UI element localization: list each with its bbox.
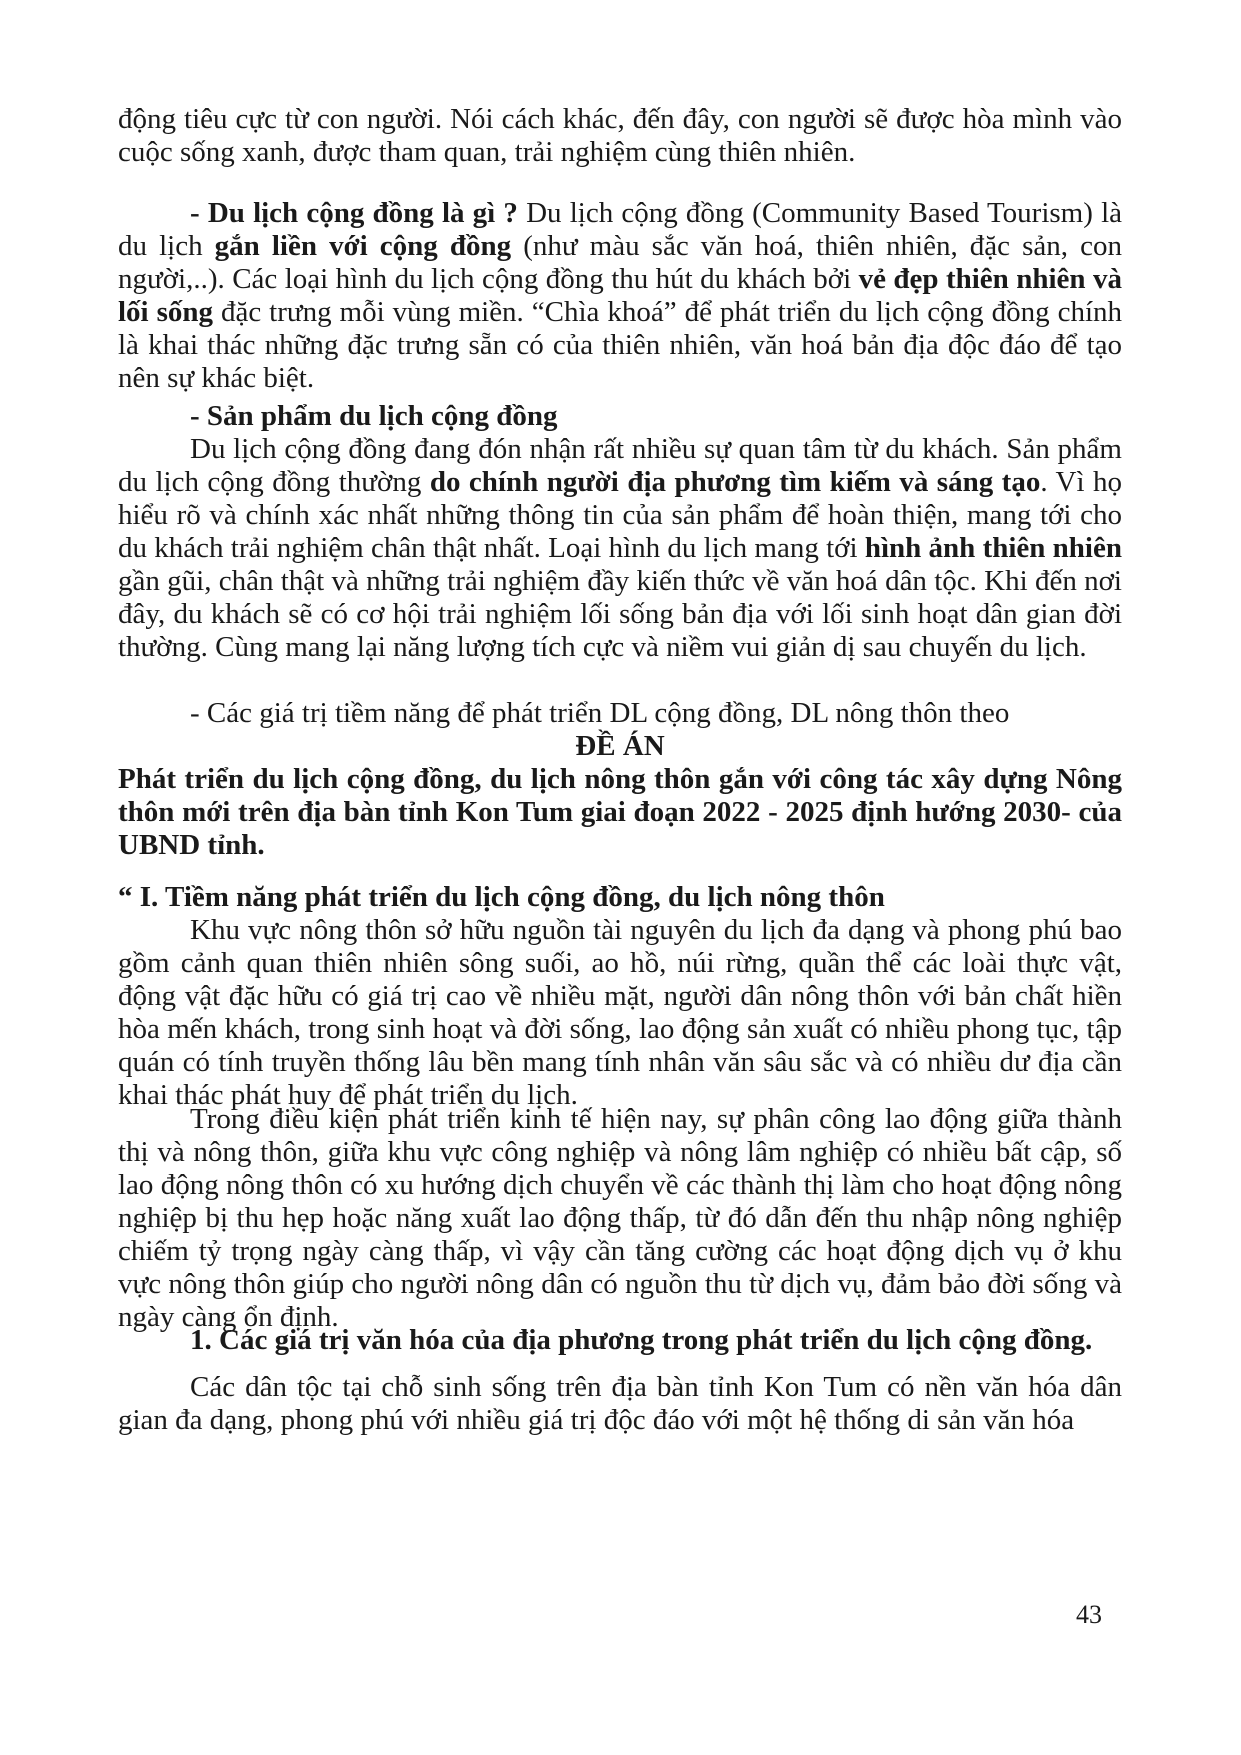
subsection-1 [118, 1324, 1122, 1357]
community-tourism-text-1: Du lịch cộng đồng (Community Based Tourism) là du lịch [118, 197, 1122, 262]
products-heading: - Sản phẩm du lịch cộng đồng [190, 400, 558, 432]
subsection-1-paragraph: Các dân tộc tại chỗ sinh sống trên địa bàn tỉnh Kon Tum có nền văn hóa dân gian đa dạng, phong phú với nhiều giá trị độc đáo với một hệ thống di sản văn hóa [118, 1371, 1122, 1436]
project-section [118, 697, 1122, 862]
products-text-1: Du lịch cộng đồng đang đón nhận rất nhiều sự quan tâm từ du khách. Sản phẩm du lịch cộng đồng thường [118, 433, 1122, 498]
section-1-paragraph-1: Khu vực nông thôn sở hữu nguồn tài nguyên du lịch đa dạng và phong phú bao gồm cảnh quan thiên nhiên sông suối, ao hồ, núi rừng, quần thể các loài thực vật, động vật đặc hữu có giá trị cao về nhiều mặt, người dân nông thôn với bản chất hiền hòa mến khách, trong sinh hoạt và đời sống, lao động sản xuất có nhiều phong tục, tập quán có tính truyền thống lâu bền mang tính nhân văn sâu sắc và có nhiều dư địa cần khai thác phát huy để phát triển du lịch. [118, 914, 1122, 1111]
products-text-3: gần gũi, chân thật và những trải nghiệm đầy kiến thức về văn hoá dân tộc. Khi đến nơi đây, du khách sẽ có cơ hội trải nghiệm lối sống bản địa với lối sinh hoạt dân gian đời thường. Cùng mang lại năng lượng tích cực và niềm vui giản dị sau chuyến du lịch. [118, 565, 1122, 663]
community-tourism-bold-2: vẻ đẹp thiên nhiên và lối sống [118, 263, 1122, 328]
project-subtitle: Phát triển du lịch cộng đồng, du lịch nông thôn gắn với công tác xây dựng Nông thôn mới trên địa bàn tỉnh Kon Tum giai đoạn 2022 - 2025 định hướng 2030- của UBND tỉnh. [118, 763, 1122, 861]
subsection-1-heading: 1. Các giá trị văn hóa của địa phương trong phát triển du lịch cộng đồng. [190, 1324, 1093, 1356]
section-1 [118, 881, 1122, 1112]
community-tourism-text-3: đặc trưng mỗi vùng miền. “Chìa khoá” để phát triển du lịch cộng đồng chính là khai thác những đặc trưng sẵn có của thiên nhiên, văn hoá bản địa độc đáo để tạo nên sự khác biệt. [118, 296, 1122, 394]
intro-paragraph [118, 103, 1122, 169]
products-section [118, 400, 1122, 664]
subsection-1-paragraph-block [118, 1371, 1122, 1437]
community-tourism-text-2: (như màu sắc văn hoá, thiên nhiên, đặc sản, con người,..). Các loại hình du lịch cộng đồng thu hút du khách bởi [118, 230, 1122, 295]
community-tourism-paragraph [118, 197, 1122, 395]
intro-line-1: động tiêu cực từ con người. Nói cách khác, đến đây, con người sẽ được hòa mình vào [118, 103, 1122, 135]
values-intro: - Các giá trị tiềm năng để phát triển DL cộng đồng, DL nông thôn theo [190, 697, 1010, 729]
project-title: ĐỀ ÁN [575, 730, 665, 762]
section-1-paragraph-2: Trong điều kiện phát triển kinh tế hiện nay, sự phân công lao động giữa thành thị và nông thôn, giữa khu vực công nghiệp và nông lâm nghiệp có nhiều bất cập, số lao động nông thôn có xu hướng dịch chuyển về các thành thị làm cho hoạt động nông nghiệp bị thu hẹp hoặc năng xuất lao động thấp, từ đó dẫn đến thu nhập nông nghiệp chiếm tỷ trọng ngày càng thấp, vì vậy cần tăng cường các hoạt động dịch vụ ở khu vực nông thôn giúp cho người nông dân có nguồn thu từ dịch vụ, đảm bảo đời sống và ngày càng ổn định. [118, 1103, 1122, 1333]
section-1-heading: “ I. Tiềm năng phát triển du lịch cộng đồng, du lịch nông thôn [118, 881, 885, 913]
products-text-2: . Vì họ hiểu rõ và chính xác nhất những thông tin của sản phẩm để hoàn thiện, mang tới cho du khách trải nghiệm chân thật nhất. Loại hình du lịch mang tới [118, 466, 1123, 564]
products-bold-1: do chính người địa phương tìm kiếm và sáng tạo [429, 466, 1041, 498]
products-bold-2: hình ảnh thiên nhiên [864, 532, 1122, 564]
page-number: 43 [1076, 1600, 1102, 1629]
community-tourism-bold-1: gắn liền với cộng đồng [214, 230, 512, 262]
intro-line-2: cuộc sống xanh, được tham quan, trải nghiệm cùng thiên nhiên. [118, 136, 856, 168]
community-tourism-lead: - Du lịch cộng đồng là gì ? [190, 197, 518, 229]
section-1-paragraph-2-block [118, 1103, 1122, 1334]
